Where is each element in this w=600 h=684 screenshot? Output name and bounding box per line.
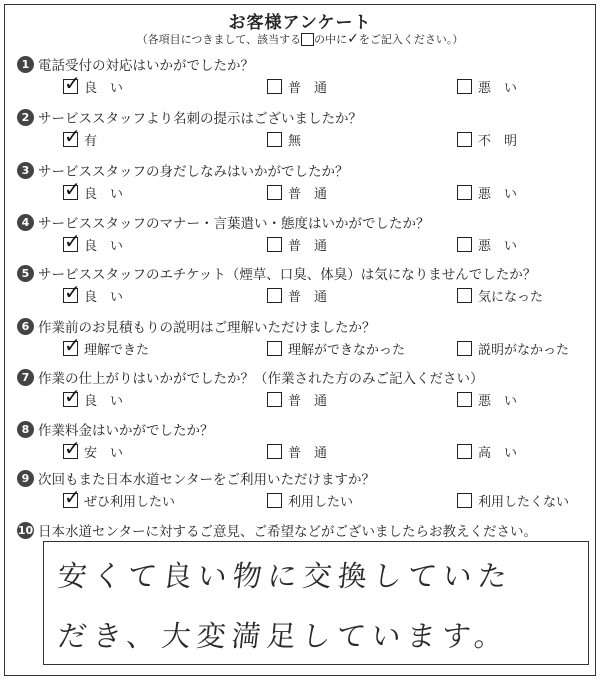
option-2[interactable] <box>267 442 327 461</box>
question-text: サービススタッフより名刺の提示はございましたか？ <box>38 111 362 127</box>
question-text: 次回もまた日本水道センターをご利用いただけますか？ <box>38 472 375 488</box>
question-text: 作業料金はいかがでしたか？ <box>38 423 214 439</box>
survey-sheet <box>4 4 596 676</box>
option-label: 高 い <box>478 446 518 461</box>
checkbox-sample-icon <box>301 33 314 46</box>
instruction-before: （各項目につきまして、該当する <box>136 33 302 46</box>
option-label: 良 い <box>84 239 124 254</box>
checked-checkbox-icon[interactable] <box>63 185 78 200</box>
handwritten-comment-line-1: 安くて良い物に交換していた <box>56 559 515 593</box>
option-1[interactable] <box>63 77 123 96</box>
option-label: 悪 い <box>478 239 518 254</box>
option-label: 理解ができなかった <box>288 343 406 358</box>
checked-checkbox-icon[interactable] <box>63 493 78 508</box>
option-label: 理解できた <box>84 343 150 358</box>
option-label: 普 通 <box>288 187 328 202</box>
option-1[interactable] <box>63 390 123 409</box>
question-text: サービススタッフの身だしなみはいかがでしたか？ <box>38 164 349 180</box>
question-number: 7 <box>17 369 34 386</box>
question-4 <box>17 213 587 255</box>
comment-answer-box[interactable] <box>43 541 589 665</box>
question-number: 2 <box>17 109 34 126</box>
checkbox-icon[interactable] <box>267 237 282 252</box>
option-label: 説明がなかった <box>478 343 570 358</box>
question-9 <box>17 469 587 511</box>
option-1[interactable] <box>63 235 123 254</box>
option-1[interactable] <box>63 130 97 149</box>
handwritten-comment-line-2: だき、大変満足しています。 <box>56 619 512 653</box>
checkbox-icon[interactable] <box>457 79 472 94</box>
question-number: 3 <box>17 162 34 179</box>
option-label: 普 通 <box>288 290 328 305</box>
option-3[interactable] <box>457 130 517 149</box>
option-label: 不 明 <box>478 134 518 149</box>
option-2[interactable] <box>267 77 327 96</box>
option-1[interactable] <box>63 442 123 461</box>
checked-checkbox-icon[interactable] <box>63 132 78 147</box>
checkbox-icon[interactable] <box>457 392 472 407</box>
option-label: 悪 い <box>478 81 518 96</box>
option-2[interactable] <box>267 286 327 305</box>
option-2[interactable] <box>267 339 405 358</box>
option-2[interactable] <box>267 130 301 149</box>
option-3[interactable] <box>457 77 517 96</box>
checkbox-icon[interactable] <box>267 132 282 147</box>
question-10 <box>17 521 587 539</box>
instruction-after: をご記入ください。） <box>358 33 464 46</box>
option-1[interactable] <box>63 491 175 510</box>
checkbox-icon[interactable] <box>457 185 472 200</box>
option-3[interactable] <box>457 286 543 305</box>
checkbox-icon[interactable] <box>267 288 282 303</box>
checkbox-icon[interactable] <box>267 341 282 356</box>
question-text: 日本水道センターに対するご意見、ご希望などがございましたらお教えください。 <box>38 524 537 540</box>
option-3[interactable] <box>457 491 569 510</box>
question-text: サービススタッフのエチケット（煙草、口臭、体臭）は気になりませんでしたか？ <box>38 267 537 283</box>
option-2[interactable] <box>267 183 327 202</box>
option-label: 普 通 <box>288 81 328 96</box>
question-number: 10 <box>17 523 34 537</box>
checked-checkbox-icon[interactable] <box>63 288 78 303</box>
checked-checkbox-icon[interactable] <box>63 444 78 459</box>
instruction-text <box>5 31 595 47</box>
option-1[interactable] <box>63 183 123 202</box>
question-6 <box>17 317 587 359</box>
question-number: 9 <box>17 470 34 487</box>
checked-checkbox-icon[interactable] <box>63 341 78 356</box>
checkbox-icon[interactable] <box>457 444 472 459</box>
option-2[interactable] <box>267 390 327 409</box>
option-label: 悪 い <box>478 187 518 202</box>
page-title: お客様アンケート <box>228 13 372 33</box>
option-2[interactable] <box>267 491 353 510</box>
option-3[interactable] <box>457 339 569 358</box>
question-7 <box>17 368 587 410</box>
question-5 <box>17 264 587 306</box>
checkbox-icon[interactable] <box>457 341 472 356</box>
checkbox-icon[interactable] <box>267 79 282 94</box>
question-8 <box>17 420 587 462</box>
checkbox-icon[interactable] <box>457 132 472 147</box>
option-3[interactable] <box>457 183 517 202</box>
question-number: 1 <box>17 56 34 73</box>
option-2[interactable] <box>267 235 327 254</box>
question-number: 5 <box>17 265 34 282</box>
option-label: 無 <box>288 134 302 149</box>
option-3[interactable] <box>457 235 517 254</box>
question-number: 8 <box>17 421 34 438</box>
question-3 <box>17 161 587 203</box>
question-text: 作業前のお見積もりの説明はご理解いただけましたか？ <box>38 320 376 336</box>
option-label: 利用したい <box>288 495 354 510</box>
check-mark-icon: ✓ <box>347 31 359 47</box>
question-text: 電話受付の対応はいかがでしたか？ <box>38 58 254 74</box>
option-label: 悪 い <box>478 394 518 409</box>
option-label: 普 通 <box>288 239 328 254</box>
instruction-middle: の中に <box>314 33 348 46</box>
option-3[interactable] <box>457 390 517 409</box>
option-label: 良 い <box>84 290 124 305</box>
option-label: 気になった <box>478 290 544 305</box>
question-number: 4 <box>17 214 34 231</box>
checked-checkbox-icon[interactable] <box>63 237 78 252</box>
checkbox-icon[interactable] <box>457 237 472 252</box>
option-label: 有 <box>84 134 98 149</box>
option-label: 良 い <box>84 394 124 409</box>
question-number: 6 <box>17 318 34 335</box>
question-text: サービススタッフのマナー・言葉遣い・態度はいかがでしたか？ <box>38 216 430 232</box>
checkbox-icon[interactable] <box>267 444 282 459</box>
option-1[interactable] <box>63 286 123 305</box>
question-text: 作業の仕上がりはいかがでしたか？（作業された方のみご記入ください） <box>38 371 484 387</box>
checkbox-icon[interactable] <box>457 493 472 508</box>
checkbox-icon[interactable] <box>457 288 472 303</box>
checkbox-icon[interactable] <box>267 493 282 508</box>
option-label: 安 い <box>84 446 124 461</box>
checked-checkbox-icon[interactable] <box>63 79 78 94</box>
question-1 <box>17 55 587 97</box>
option-1[interactable] <box>63 339 149 358</box>
option-label: 良 い <box>84 187 124 202</box>
option-label: 普 通 <box>288 394 328 409</box>
option-3[interactable] <box>457 442 517 461</box>
checkbox-icon[interactable] <box>267 392 282 407</box>
checked-checkbox-icon[interactable] <box>63 392 78 407</box>
checkbox-icon[interactable] <box>267 185 282 200</box>
option-label: 利用したくない <box>478 495 570 510</box>
option-label: ぜひ利用したい <box>84 495 176 510</box>
option-label: 良 い <box>84 81 124 96</box>
question-2 <box>17 108 587 150</box>
option-label: 普 通 <box>288 446 328 461</box>
